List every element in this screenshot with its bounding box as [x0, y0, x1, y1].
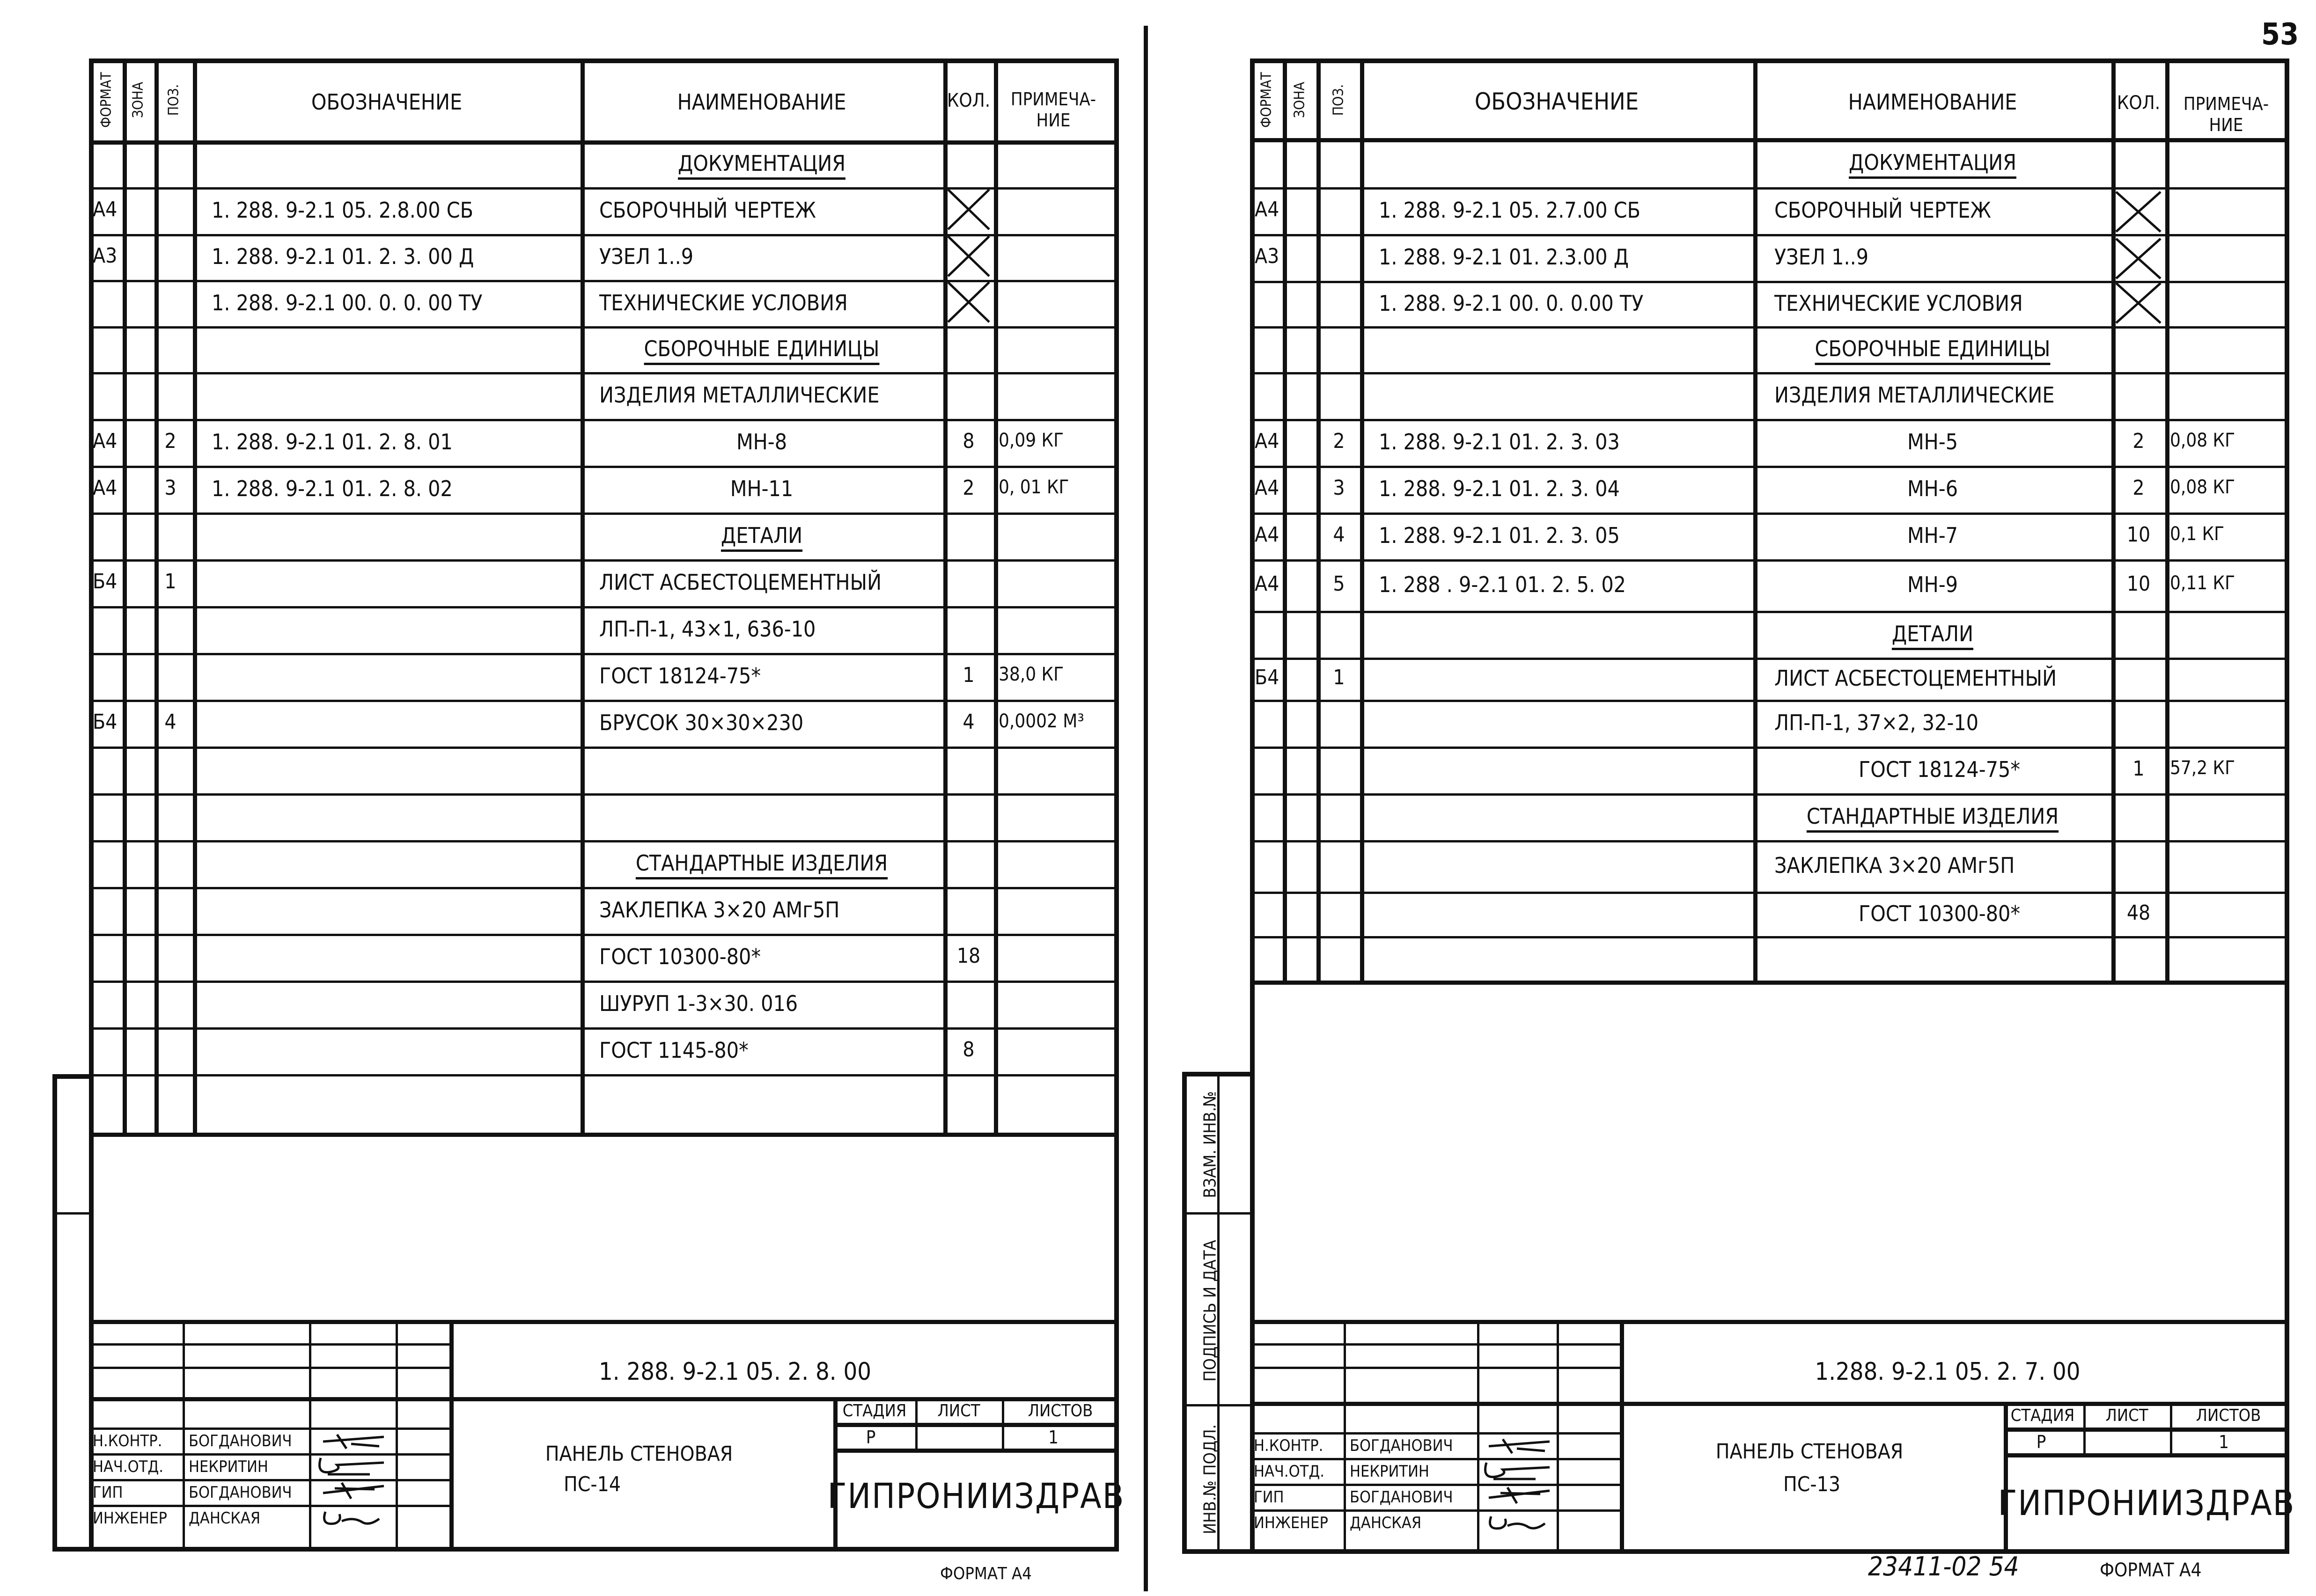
row-quantity-cell: 18	[956, 944, 981, 968]
signatory-name: БОГДАНОВИЧ	[1350, 1436, 1453, 1455]
row-format-cell: А4	[1255, 198, 1279, 221]
left-sheets-header: ЛИСТОВ	[1028, 1401, 1093, 1420]
row-name-cell: ЛИСТ АСБЕСТОЦЕМЕНТНЫЙ	[1774, 666, 2057, 691]
right-handwritten-note: 23411-02 54	[1868, 1552, 2019, 1582]
right-header-note-1: ПРИМЕЧА-	[2183, 94, 2269, 114]
row-quantity-cell: 2	[2132, 429, 2145, 453]
row-name-cell: МН-11	[730, 476, 794, 501]
row-name-cell: ЗАКЛЕПКА 3×20 АМг5П	[599, 897, 840, 922]
right-sheets-value: 1	[2219, 1432, 2229, 1452]
row-quantity-cell: 1	[2132, 757, 2145, 781]
row-format-cell: А4	[93, 429, 118, 453]
left-signature-1	[318, 1430, 389, 1453]
row-name-cell: МН-8	[736, 429, 787, 454]
left-cross-mark-2	[946, 234, 992, 278]
left-header-designation: ОБОЗНАЧЕНИЕ	[311, 89, 463, 115]
section-heading: СБОРОЧНЫЕ ЕДИНИЦЫ	[644, 336, 880, 361]
row-position-cell: 3	[1333, 476, 1345, 500]
row-name-cell: ГОСТ 10300-80*	[599, 944, 761, 969]
section-heading: ДЕТАЛИ	[721, 523, 803, 548]
right-format-label: ФОРМАТ А4	[2100, 1559, 2202, 1581]
row-format-cell: А4	[1255, 476, 1279, 500]
row-name-cell: ЛИСТ АСБЕСТОЦЕМЕНТНЫЙ	[599, 570, 882, 595]
row-designation-cell: 1. 288. 9-2.1 00. 0. 0.00 ТУ	[1379, 290, 1644, 316]
left-header-format: ФОРМАТ	[98, 72, 115, 128]
right-stamp-inv-podl: ИНВ.№ ПОДЛ.	[1200, 1424, 1220, 1534]
left-title-line2: ПС-14	[563, 1472, 621, 1496]
section-heading: ДОКУМЕНТАЦИЯ	[678, 151, 846, 176]
left-header-note-1: ПРИМЕЧА-	[1010, 89, 1096, 110]
right-stamp-vzam-inv: ВЗАМ. ИНВ.№	[1200, 1091, 1220, 1198]
row-format-cell: А4	[1255, 523, 1279, 547]
row-name-cell: ГОСТ 10300-80*	[1859, 900, 2021, 926]
signatory-name: ДАНСКАЯ	[1350, 1514, 1422, 1532]
row-designation-cell: 1. 288. 9-2.1 01. 2.3.00 Д	[1379, 244, 1629, 270]
row-position-cell: 4	[1333, 523, 1345, 547]
row-quantity-cell: 48	[2126, 900, 2151, 925]
left-doc-code: 1. 288. 9-2.1 05. 2. 8. 00	[599, 1358, 871, 1386]
left-org-name: ГИПРОНИИЗДРАВ	[827, 1476, 1125, 1516]
row-name-cell: МН-9	[1907, 572, 1958, 597]
right-signature-1	[1484, 1435, 1554, 1458]
right-title-line2: ПС-13	[1783, 1472, 1841, 1496]
signatory-role: ГИП	[1254, 1488, 1284, 1507]
row-name-cell: ЛП-П-1, 37×2, 32-10	[1774, 710, 1979, 735]
row-name-cell: МН-5	[1907, 429, 1958, 454]
left-stage-header: СТАДИЯ	[842, 1401, 907, 1420]
row-note-cell: 0,1 КГ	[2170, 523, 2225, 545]
right-signature-4	[1482, 1509, 1552, 1535]
row-position-cell: 1	[1333, 666, 1345, 689]
right-org-name: ГИПРОНИИЗДРАВ	[1998, 1483, 2295, 1523]
right-stage-value: Р	[2036, 1432, 2046, 1452]
row-quantity-cell: 10	[2126, 523, 2151, 547]
row-position-cell: 2	[1333, 429, 1345, 453]
row-name-cell: УЗЕЛ 1..9	[599, 244, 694, 269]
row-name-cell: ГОСТ 18124-75*	[1859, 757, 2021, 782]
section-heading: СБОРОЧНЫЕ ЕДИНИЦЫ	[1815, 336, 2051, 361]
left-stage-value: Р	[866, 1427, 876, 1448]
row-note-cell: 0,11 КГ	[2170, 572, 2235, 594]
signatory-role: Н.КОНТР.	[1254, 1436, 1323, 1455]
right-header-pos: ПОЗ.	[1330, 84, 1347, 116]
row-position-cell: 1	[164, 570, 176, 593]
row-quantity-cell: 2	[2132, 476, 2145, 500]
row-quantity-cell: 8	[963, 1038, 975, 1062]
row-note-cell: 0,08 КГ	[2170, 476, 2235, 498]
row-format-cell: А3	[1255, 244, 1279, 268]
signatory-role: НАЧ.ОТД.	[93, 1457, 163, 1476]
right-cross-mark-2	[2114, 236, 2163, 281]
signatory-name: БОГДАНОВИЧ	[1350, 1488, 1453, 1507]
row-name-cell: МН-7	[1907, 523, 1958, 548]
left-title-line1: ПАНЕЛЬ СТЕНОВАЯ	[545, 1442, 733, 1466]
row-designation-cell: 1. 288. 9-2.1 01. 2. 3. 03	[1379, 429, 1620, 454]
row-position-cell: 3	[164, 476, 176, 500]
row-format-cell: Б4	[1255, 666, 1279, 689]
right-cross-mark-3	[2114, 281, 2163, 325]
left-sheets-value: 1	[1048, 1427, 1059, 1448]
section-heading: ДЕТАЛИ	[1891, 621, 1974, 646]
signatory-role: ИНЖЕНЕР	[93, 1509, 167, 1528]
right-header-name: НАИМЕНОВАНИЕ	[1848, 89, 2017, 115]
row-name-cell: ГОСТ 1145-80*	[599, 1038, 749, 1063]
left-side-tab	[52, 1074, 94, 1552]
signatory-name: БОГДАНОВИЧ	[189, 1483, 292, 1502]
row-name-cell: СБОРОЧНЫЙ ЧЕРТЕЖ	[1774, 198, 1991, 223]
section-heading: ДОКУМЕНТАЦИЯ	[1849, 149, 2016, 175]
right-signature-2	[1479, 1458, 1554, 1484]
row-format-cell: А4	[1255, 429, 1279, 453]
right-header-designation: ОБОЗНАЧЕНИЕ	[1474, 88, 1639, 115]
row-name-cell: ИЗДЕЛИЯ МЕТАЛЛИЧЕСКИЕ	[1774, 382, 2055, 408]
left-cross-mark-1	[946, 187, 992, 232]
row-name-cell: ЛП-П-1, 43×1, 636-10	[599, 616, 816, 642]
row-note-cell: 0,0002 М³	[999, 710, 1084, 732]
row-name-cell: ТЕХНИЧЕСКИЕ УСЛОВИЯ	[599, 290, 848, 315]
left-header-pos: ПОЗ.	[165, 84, 182, 116]
row-format-cell: А4	[1255, 572, 1279, 596]
left-signature-2	[314, 1453, 389, 1479]
row-designation-cell: 1. 288 . 9-2.1 01. 2. 5. 02	[1379, 572, 1626, 597]
row-name-cell: УЗЕЛ 1..9	[1774, 244, 1869, 270]
row-name-cell: ШУРУП 1-3×30. 016	[599, 991, 798, 1016]
row-designation-cell: 1. 288. 9-2.1 01. 2. 3. 00 Д	[212, 244, 474, 269]
right-sheets-header: ЛИСТОВ	[2196, 1406, 2261, 1425]
row-designation-cell: 1. 288. 9-2.1 01. 2. 8. 01	[212, 429, 453, 454]
section-heading: СТАНДАРТНЫЕ ИЗДЕЛИЯ	[1806, 804, 2059, 829]
row-format-cell: А4	[93, 198, 118, 221]
signatory-name: БОГДАНОВИЧ	[189, 1432, 292, 1450]
row-quantity-cell: 10	[2126, 572, 2151, 596]
row-name-cell: МН-6	[1907, 476, 1958, 501]
page-number: 53	[2261, 17, 2299, 52]
left-header-note-2: НИЕ	[1036, 110, 1071, 131]
right-header-zone: ЗОНА	[1291, 81, 1308, 118]
right-title-line1: ПАНЕЛЬ СТЕНОВАЯ	[1715, 1440, 1904, 1464]
row-format-cell: Б4	[93, 570, 118, 593]
signatory-role: ИНЖЕНЕР	[1254, 1514, 1328, 1532]
row-name-cell: ИЗДЕЛИЯ МЕТАЛЛИЧЕСКИЕ	[599, 382, 880, 408]
row-note-cell: 38,0 КГ	[999, 664, 1064, 685]
right-header-note-2: НИЕ	[2209, 115, 2243, 135]
signatory-role: Н.КОНТР.	[93, 1432, 162, 1450]
row-quantity-cell: 4	[963, 710, 975, 734]
row-format-cell: А3	[93, 244, 118, 268]
right-stamp-signature-date: ПОДПИСЬ И ДАТА	[1200, 1240, 1220, 1382]
row-quantity-cell: 1	[963, 663, 975, 687]
right-cross-mark-1	[2114, 190, 2163, 234]
row-designation-cell: 1. 288. 9-2.1 01. 2. 3. 05	[1379, 523, 1620, 548]
right-signature-3	[1484, 1484, 1554, 1507]
signatory-role: ГИП	[93, 1483, 123, 1502]
left-signature-3	[318, 1479, 389, 1502]
signatory-name: ДАНСКАЯ	[189, 1509, 261, 1528]
row-format-cell: А4	[93, 476, 118, 500]
row-designation-cell: 1. 288. 9-2.1 01. 2. 8. 02	[212, 476, 453, 501]
page-center-divider	[1144, 26, 1148, 1591]
row-designation-cell: 1. 288. 9-2.1 00. 0. 0. 00 ТУ	[212, 290, 483, 315]
left-format-label: ФОРМАТ А4	[940, 1564, 1032, 1583]
row-name-cell: БРУСОК 30×30×230	[599, 710, 804, 735]
row-position-cell: 2	[164, 429, 176, 453]
right-sheet-header: ЛИСТ	[2105, 1406, 2148, 1425]
row-designation-cell: 1. 288. 9-2.1 01. 2. 3. 04	[1379, 476, 1620, 501]
right-header-format: ФОРМАТ	[1258, 72, 1275, 128]
row-format-cell: Б4	[93, 710, 118, 734]
left-header-name: НАИМЕНОВАНИЕ	[677, 89, 846, 115]
left-header-zone: ЗОНА	[130, 81, 147, 118]
signatory-name: НЕКРИТИН	[189, 1457, 268, 1476]
row-note-cell: 0,09 КГ	[999, 430, 1064, 451]
left-cross-mark-3	[946, 280, 992, 324]
row-note-cell: 0, 01 КГ	[999, 476, 1069, 498]
row-note-cell: 57,2 КГ	[2170, 757, 2235, 779]
signatory-name: НЕКРИТИН	[1350, 1462, 1429, 1481]
row-quantity-cell: 2	[963, 476, 975, 500]
row-quantity-cell: 8	[963, 429, 975, 453]
row-designation-cell: 1. 288. 9-2.1 05. 2.8.00 СБ	[212, 198, 473, 223]
row-note-cell: 0,08 КГ	[2170, 430, 2235, 451]
left-sheet-header: ЛИСТ	[937, 1401, 980, 1420]
row-name-cell: ТЕХНИЧЕСКИЕ УСЛОВИЯ	[1774, 290, 2023, 316]
right-header-qty: КОЛ.	[2117, 92, 2161, 114]
row-name-cell: ГОСТ 18124-75*	[599, 663, 761, 688]
left-signature-4	[316, 1505, 386, 1530]
signatory-role: НАЧ.ОТД.	[1254, 1462, 1324, 1481]
right-stage-header: СТАДИЯ	[2010, 1406, 2075, 1425]
row-name-cell: СБОРОЧНЫЙ ЧЕРТЕЖ	[599, 198, 816, 223]
row-designation-cell: 1. 288. 9-2.1 05. 2.7.00 СБ	[1379, 198, 1640, 223]
row-position-cell: 5	[1333, 572, 1345, 596]
right-doc-code: 1.288. 9-2.1 05. 2. 7. 00	[1815, 1358, 2081, 1386]
section-heading: СТАНДАРТНЫЕ ИЗДЕЛИЯ	[635, 850, 888, 876]
row-position-cell: 4	[164, 710, 176, 734]
row-name-cell: ЗАКЛЕПКА 3×20 АМг5П	[1774, 853, 2015, 878]
left-header-qty: КОЛ.	[947, 90, 991, 111]
